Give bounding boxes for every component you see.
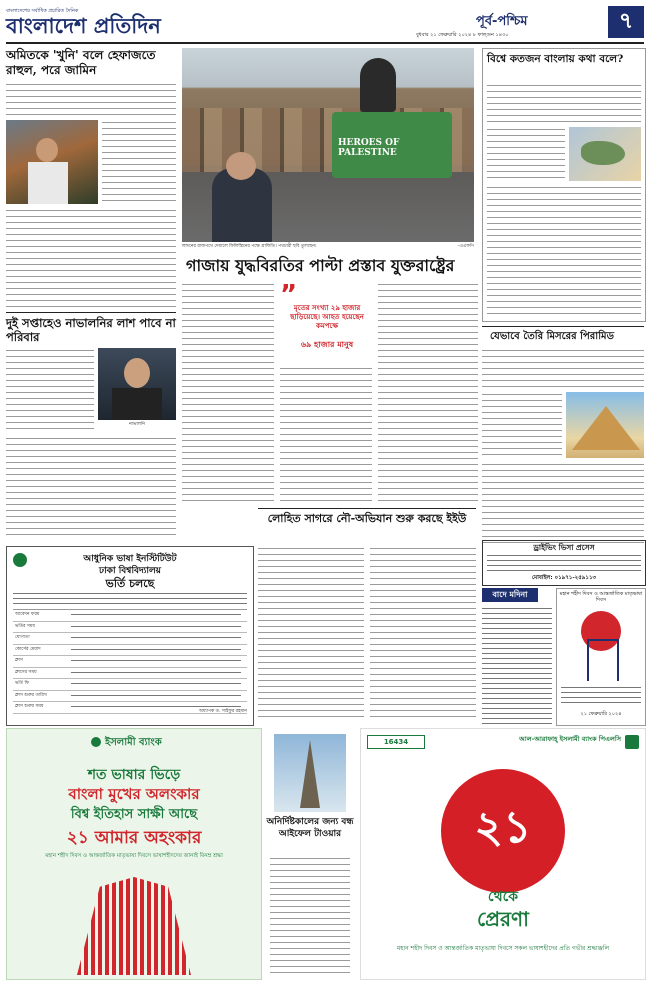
- page-number: ৭: [608, 6, 644, 38]
- story-red-sea-headline: লোহিত সাগরে নৌ-অভিযান শুরু করছে ইইউ: [267, 512, 467, 525]
- story-amit-body: [6, 82, 176, 116]
- admission-row: ভর্তি ফি: [13, 679, 247, 691]
- al-arafah-ad: [360, 728, 646, 980]
- aib-logo: [625, 735, 639, 749]
- world-map-image: [569, 127, 641, 181]
- navalny-photo: [98, 348, 176, 420]
- admission-signatory: অধ্যাপক ড. সাইফুর রহমান: [199, 709, 247, 714]
- admission-row: ক্লাস: [13, 656, 247, 668]
- aib-footer: মহান শহীদ দিবস ও আন্তর্জাতিক মাতৃভাষা দিবসে সকল ভাষাশহীদের প্রতি গভীর শ্রদ্ধাঞ্জলি: [396, 945, 610, 952]
- islami-bank-logo: [91, 737, 101, 747]
- death-toll-quote: ” মৃতের সংখ্যা ২৯ হাজার ছাড়িয়েছে। আহত হয়েছেন কমপক্ষে ৬৯ হাজার মানুষ: [280, 282, 372, 362]
- islami-ad-line-1: শত ভাষার ভিড়ে: [87, 767, 181, 783]
- main-story-col-3: [378, 282, 478, 504]
- story-pyramid-headline: যেভাবে তৈরি মিসরের পিরামিড: [490, 331, 614, 342]
- admission-row: ক্লাসের সময়: [13, 668, 247, 680]
- islami-ad-line-2: বাংলা মুখের অলংকার: [68, 785, 200, 803]
- story-amit-body-3: [6, 208, 176, 308]
- story-amit: [6, 48, 176, 308]
- story-eiffel: [266, 728, 354, 978]
- admission-row: ক্লাস শুরুর সময়: [13, 702, 247, 714]
- classified-ad: [482, 540, 646, 586]
- institute-name: আধুনিক ভাষা ইনস্টিটিউট: [83, 554, 177, 564]
- admission-row: ভর্তির সময়: [13, 622, 247, 634]
- aib-number: ২১: [474, 802, 532, 853]
- masthead-tagline: বাংলাদেশের সর্বাধিক প্রচারিত দৈনিক: [6, 8, 79, 14]
- mother-ad-shaheed-minar: [587, 639, 619, 681]
- islami-ad-line-3: বিশ্ব ইতিহাস সাক্ষী আছে: [70, 807, 198, 822]
- issue-date: বুধবার ২১ ফেব্রুয়ারি ২০২৪ ৮ ফাল্গুন ১৪৩০: [416, 32, 509, 38]
- islami-bank-ad: [6, 728, 262, 980]
- pyramid-photo: [566, 392, 644, 458]
- london-photo-caption: লন্ডনের রাজপথে দেয়ালে ফিলিস্তিনের পক্ষে গ্রাফিতি। পথচারী ছবি তুলছেন।: [182, 244, 317, 249]
- navalny-photo-caption: নাভালনি: [129, 422, 145, 427]
- main-headline: গাজায় যুদ্ধবিরতির পাল্টা প্রস্তাব যুক্তরাষ্ট্রের: [186, 256, 455, 275]
- story-bangla-speakers: [482, 48, 646, 322]
- story-navalny: [6, 312, 176, 542]
- quote-line-2: ৬৯ হাজার মানুষ: [300, 340, 354, 349]
- main-story-col-1: [182, 282, 274, 504]
- university-name: ঢাকা বিশ্ববিদ্যালয়: [98, 566, 161, 576]
- main-story-col-2: [280, 366, 372, 504]
- masthead: [6, 6, 644, 40]
- mother-ad-date: ২১ ফেব্রুয়ারি ২০২৪: [580, 711, 622, 717]
- graffiti-text: HEROES OF PALESTINE: [338, 138, 400, 158]
- london-photo-credit: -এএফপি: [457, 244, 474, 249]
- islami-ad-line-4: ২১ আমার অহংকার: [66, 828, 202, 848]
- classified-phone: মোবাইল: ০১৯৭১-২৫৯১১৩: [531, 575, 597, 581]
- eiffel-photo: [274, 734, 346, 812]
- quote-line-1: মৃতের সংখ্যা ২৯ হাজার ছাড়িয়েছে। আহত হয়েছেন কমপক্ষে: [290, 304, 364, 330]
- admission-row: আবেদন ফরম: [13, 610, 247, 622]
- story-navalny-body: [6, 348, 94, 432]
- story-navalny-body-2: [6, 436, 176, 536]
- madina-badge: বাদে মদিনা: [482, 588, 538, 602]
- mother-language-ad: [556, 588, 646, 726]
- islami-ad-footer: মহান শহীদ দিবস ও আন্তর্জাতিক মাতৃভাষা দিবসে ভাষাশহীদদের জানাই বিনম্র শ্রদ্ধা: [45, 853, 223, 859]
- admission-row: যোগ্যতা: [13, 633, 247, 645]
- eiffel-headline: অনির্দিষ্টকালের জন্য বন্ধ আইফেল টাওয়ার: [266, 817, 354, 839]
- admission-ad: [6, 546, 254, 726]
- masthead-name: বাংলাদেশ প্রতিদিন: [6, 13, 161, 38]
- aib-phone: 16434: [367, 735, 425, 749]
- admission-row: ক্লাস শুরুর তারিখ: [13, 691, 247, 703]
- rahul-photo: [6, 120, 98, 204]
- story-bangla-headline: বিশ্বে কতজন বাংলায় কথা বলে?: [487, 53, 624, 65]
- classified-title: ড্রাইভিং ভিসা প্রসেস: [533, 543, 595, 552]
- story-amit-body-2: [102, 120, 176, 204]
- admission-title: ভর্তি চলছে: [105, 577, 155, 590]
- aib-word-1: থেকে: [487, 889, 519, 905]
- story-navalny-headline: দুই সপ্তাহেও নাভালনির লাশ পাবে না পরিবার: [6, 316, 176, 344]
- story-amit-headline: অমিতকে 'খুনি' বলে হেফাজতে রাহুল, পরে জামিন: [6, 48, 156, 77]
- story-pyramid: [482, 326, 644, 546]
- admission-table: [13, 609, 247, 714]
- masthead-rule: [6, 42, 644, 44]
- classified-text: [482, 606, 552, 724]
- islami-bank-name: ইসলামী ব্যাংক: [105, 737, 162, 748]
- admission-row: কোর্সের মেয়াদ: [13, 645, 247, 657]
- story-red-sea: [258, 508, 476, 722]
- section-name: পূর্ব-পশ্চিম: [476, 14, 528, 29]
- aib-word-2: প্রেরণা: [477, 907, 529, 931]
- graffiti-mural: [332, 112, 452, 178]
- mother-ad-title: মহান শহীদ দিবস ও আন্তর্জাতিক মাতৃভাষা দিবস: [559, 591, 643, 603]
- london-photo: [182, 48, 474, 242]
- aib-name: আল-আরাফাহ্ ইসলামী ব্যাংক পিএলসি: [519, 735, 621, 743]
- islami-ad-barcode-minar: [77, 877, 191, 975]
